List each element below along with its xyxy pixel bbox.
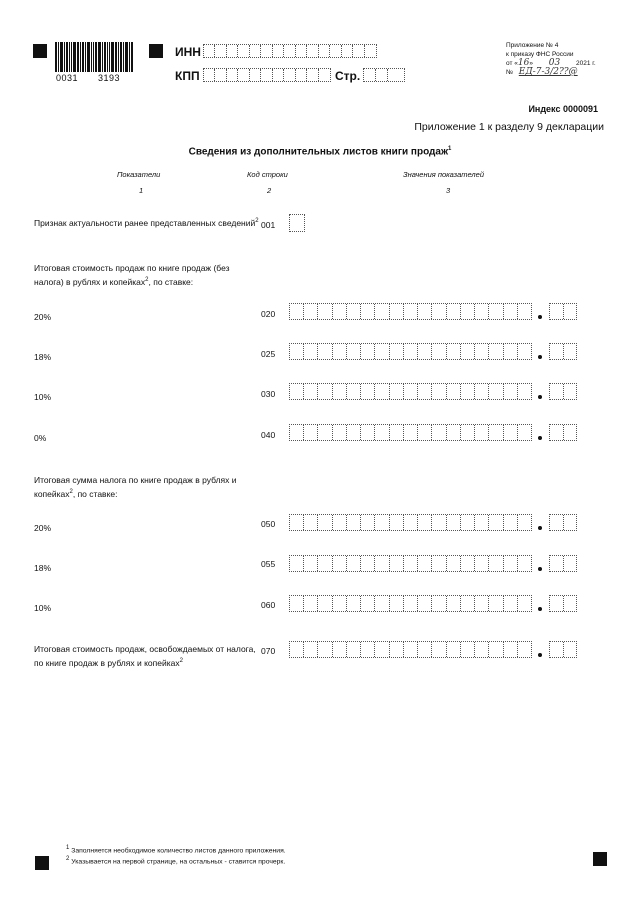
corner-marker-top-left	[33, 44, 47, 58]
barcode-number: 0031 3193	[56, 73, 121, 83]
row-025-rubles-input[interactable]	[289, 343, 532, 360]
tax-heading: Итоговая сумма налога по книге продаж в рублях и копейках$^2$, по ставке:	[34, 475, 237, 499]
page-field[interactable]	[363, 68, 405, 82]
footnote-1: $^1$ Заполняется необходимое количество листов данного приложения.	[66, 845, 286, 855]
row-040-decimal-point	[538, 436, 542, 440]
row-040-code: 040	[261, 430, 276, 440]
row-060-decimal-point	[538, 607, 542, 611]
page-title: Сведения из дополнительных листов книги продаж$^1$	[188, 146, 452, 158]
row-020-kopecks-input[interactable]	[549, 303, 577, 320]
row-020-code: 020	[261, 309, 276, 319]
row-050-code: 050	[261, 519, 276, 529]
row-030-decimal-point	[538, 395, 542, 399]
row-055-label: 18%	[34, 563, 52, 573]
column-head-values: Значения показателей	[403, 170, 485, 179]
row-020-label: 20%	[34, 312, 52, 322]
kpp-label: КПП	[175, 69, 200, 83]
row-030-rubles-input[interactable]	[289, 383, 532, 400]
row-020-rubles-input[interactable]	[289, 303, 532, 320]
actuality-label: Признак актуальности ранее представленных сведений$^2$	[34, 217, 259, 228]
corner-marker-bottom-left	[35, 856, 49, 870]
inn-label: ИНН	[175, 45, 201, 59]
row-040-label: 0%	[34, 433, 47, 443]
row-020-decimal-point	[538, 315, 542, 319]
row-060-rubles-input[interactable]	[289, 595, 532, 612]
row-070-kopecks-input[interactable]	[549, 641, 577, 658]
row-070-rubles-input[interactable]	[289, 641, 532, 658]
row-025-label: 18%	[34, 352, 52, 362]
exempt-label: Итоговая стоимость продаж, освобождаемых от налога, по книге продаж в рублях и копейках$^2$	[34, 644, 256, 668]
row-025-decimal-point	[538, 355, 542, 359]
row-050-rubles-input[interactable]	[289, 514, 532, 531]
row-040-kopecks-input[interactable]	[549, 424, 577, 441]
page-label: Стр.	[335, 69, 361, 83]
row-070-decimal-point	[538, 653, 542, 657]
row-055-rubles-input[interactable]	[289, 555, 532, 572]
row-055-kopecks-input[interactable]	[549, 555, 577, 572]
column-number-1: 1	[139, 186, 144, 195]
kpp-field[interactable]	[203, 68, 331, 82]
row-025-kopecks-input[interactable]	[549, 343, 577, 360]
row-060-label: 10%	[34, 603, 52, 613]
approval-block: Приложение № 4 к приказу ФНС России от «16» 03 2021 г. № ЕД-7-3/2??@	[506, 42, 596, 77]
row-050-decimal-point	[538, 526, 542, 530]
row-030-label: 10%	[34, 392, 52, 402]
appendix-title: Приложение 1 к разделу 9 декларации	[414, 121, 604, 133]
column-number-3: 3	[446, 186, 451, 195]
actuality-input[interactable]	[289, 214, 305, 232]
corner-marker-bottom-right	[593, 852, 607, 866]
row-060-kopecks-input[interactable]	[549, 595, 577, 612]
column-head-indicators: Показатели	[117, 170, 161, 179]
cost-heading: Итоговая стоимость продаж по книге продаж (без налога) в рублях и копейках$^2$, по ставке:	[34, 263, 230, 287]
row-055-code: 055	[261, 559, 276, 569]
row-050-label: 20%	[34, 523, 52, 533]
row-025-code: 025	[261, 349, 276, 359]
row-050-kopecks-input[interactable]	[549, 514, 577, 531]
column-head-code: Код строки	[247, 170, 288, 179]
row-055-decimal-point	[538, 567, 542, 571]
row-060-code: 060	[261, 600, 276, 610]
code-001: 001	[261, 220, 276, 230]
footnote-2: $^2$ Указывается на первой странице, на остальных - ставится прочерк.	[66, 856, 286, 866]
barcode	[55, 42, 137, 72]
column-number-2: 2	[267, 186, 272, 195]
row-030-kopecks-input[interactable]	[549, 383, 577, 400]
row-030-code: 030	[261, 389, 276, 399]
form-index: Индекс 0000091	[528, 104, 598, 114]
inn-field[interactable]	[203, 44, 377, 58]
row-070-code: 070	[261, 646, 276, 656]
corner-marker-top-mid	[149, 44, 163, 58]
row-040-rubles-input[interactable]	[289, 424, 532, 441]
